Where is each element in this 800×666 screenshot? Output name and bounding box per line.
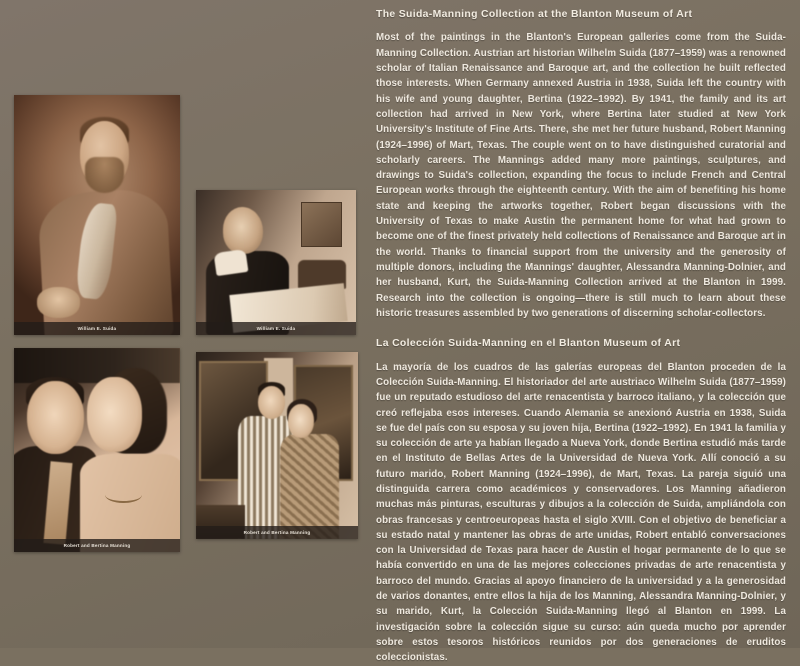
- photo-image-suida-portrait: [14, 95, 180, 335]
- text-column: [370, 0, 800, 664]
- photo-caption-text: Robert and Bertina Manning: [243, 530, 311, 535]
- photo-manning-couple-portrait: [14, 348, 180, 552]
- couple-man-face: [27, 381, 83, 454]
- photo-caption-band: [196, 526, 358, 539]
- gallery-woman-face: [288, 404, 314, 438]
- desk-figure-face: [223, 207, 263, 253]
- english-heading: The Suida-Manning Collection at the Blanton Museum of Art: [376, 9, 693, 20]
- couple-woman-dress: [80, 454, 180, 552]
- spanish-body-text: La mayoría de los cuadros de las galerías europeas del Blanton proceden de la Colección Suida-Manning. El historiador del arte austriaco Wilhelm Suida (1877–1959) fue un reputado estudioso del arte renacentista y barroco italiano, y la colección que creó reflejaba esos intereses. Cuando Alemania se anexionó Austria en 1938, Suida se fue del país con su esposa y su joven hija, Bertina (1922–1992). En 1941 la familia y su colección de arte ya habían llegado a Nueva York, donde Bertina estudió más tarde en el Instituto de Bellas Artes de la Universidad de Nueva York. Allí conoció a su futuro marido, Robert Manning (1924–1996), de Mart, Texas. La pareja siguió una distinguida carrera como académicos y conservadores. Los Manning añadieron muchas más pinturas, esculturas y dibujos a la colección de Suida, ampliándola con obras francesas y centroeuropeas hasta el siglo XVIII. Con el objetivo de beneficiar a su estado natal y mantener las obras de arte unidas, Robert entabló conversaciones con la Universidad de Texas para hacer de Austin el hogar permanente de lo que se había convertido en una de las mejores colecciones privadas de arte renacentista y barroco del mundo. Gracias al apoyo financiero de la universidad y a la generosidad de varios donantes, entre ellos la hija de los Manning, Alessandra Manning-Dolnier, y su marido, Kurt, la Colección Suida-Manning llegó al Blanton en 1999. La investigación sobre la colección sigue su curso: aún queda mucho por aprender sobre estos tesoros históricos reunidos por dos generaciones de eruditos coleccionistas.: [376, 361, 786, 664]
- couple-woman-face: [87, 377, 142, 452]
- desk-figure-collar: [214, 249, 249, 276]
- portrait-hands: [37, 287, 80, 318]
- gallery-woman-dress: [280, 434, 338, 539]
- desk-wall-picture-frame: [301, 202, 341, 248]
- photo-caption-text: William E. Suida: [77, 326, 117, 331]
- photo-manning-couple-gallery: [196, 352, 358, 539]
- photo-column: [0, 0, 370, 648]
- photo-image-suida-desk: [196, 190, 356, 335]
- photo-caption-band: [14, 539, 180, 552]
- photo-caption-text: William E. Suida: [256, 326, 296, 331]
- photo-image-manning-couple: [14, 348, 180, 552]
- couple-woman-necklace: [105, 487, 142, 503]
- gallery-man-face: [258, 386, 286, 420]
- photo-caption-band: [14, 322, 180, 335]
- english-body-text: Most of the paintings in the Blanton's European galleries come from the Suida-Manning Collection. Austrian art historian Wilhelm Suida (1877–1959) was a renowned scholar of Italian Renaissance and Baroque art, and the collection he built reflected those interests. When Germany annexed Austria in 1938, Suida left the country with his wife and young daughter, Bertina (1922–1992). By 1941, the family and its art collection had arrived in New York, where Bertina later studied at New York University's Institute of Fine Arts. There, she met her future husband, Robert Manning (1924–1996) of Mart, Texas. The couple went on to have distinguished curatorial and scholarly careers. The Mannings added many more paintings, sculptures, and drawings to Suida's collection, expanding the focus to include French and Central European works through the eighteenth century. With the aim of benefiting his home state and keeping the artworks together, Robert began discussions with the University of Texas to make Austin the permanent home for what had grown to become one of the finest privately held collections of Renaissance and Baroque art in the world. Thanks to financial support from the university and the generosity of multiple donors, including the Mannings' daughter, Alessandra Manning-Dolnier, and her husband, Kurt, the Suida-Manning Collection arrived at the Blanton in 1999. Research into the collection is ongoing—there is still much to learn about these historic treasures assembled by two generations of discerning scholar-collectors.: [376, 32, 786, 319]
- photo-caption-text: Robert and Bertina Manning: [63, 543, 131, 548]
- photo-william-suida-portrait: [14, 95, 180, 335]
- portrait-beard: [85, 157, 123, 193]
- photo-william-suida-at-desk: [196, 190, 356, 335]
- photo-image-manning-gallery: [196, 352, 358, 539]
- photo-caption-band: [196, 322, 356, 335]
- spanish-heading: La Colección Suida-Manning en el Blanton Museum of Art: [376, 338, 681, 350]
